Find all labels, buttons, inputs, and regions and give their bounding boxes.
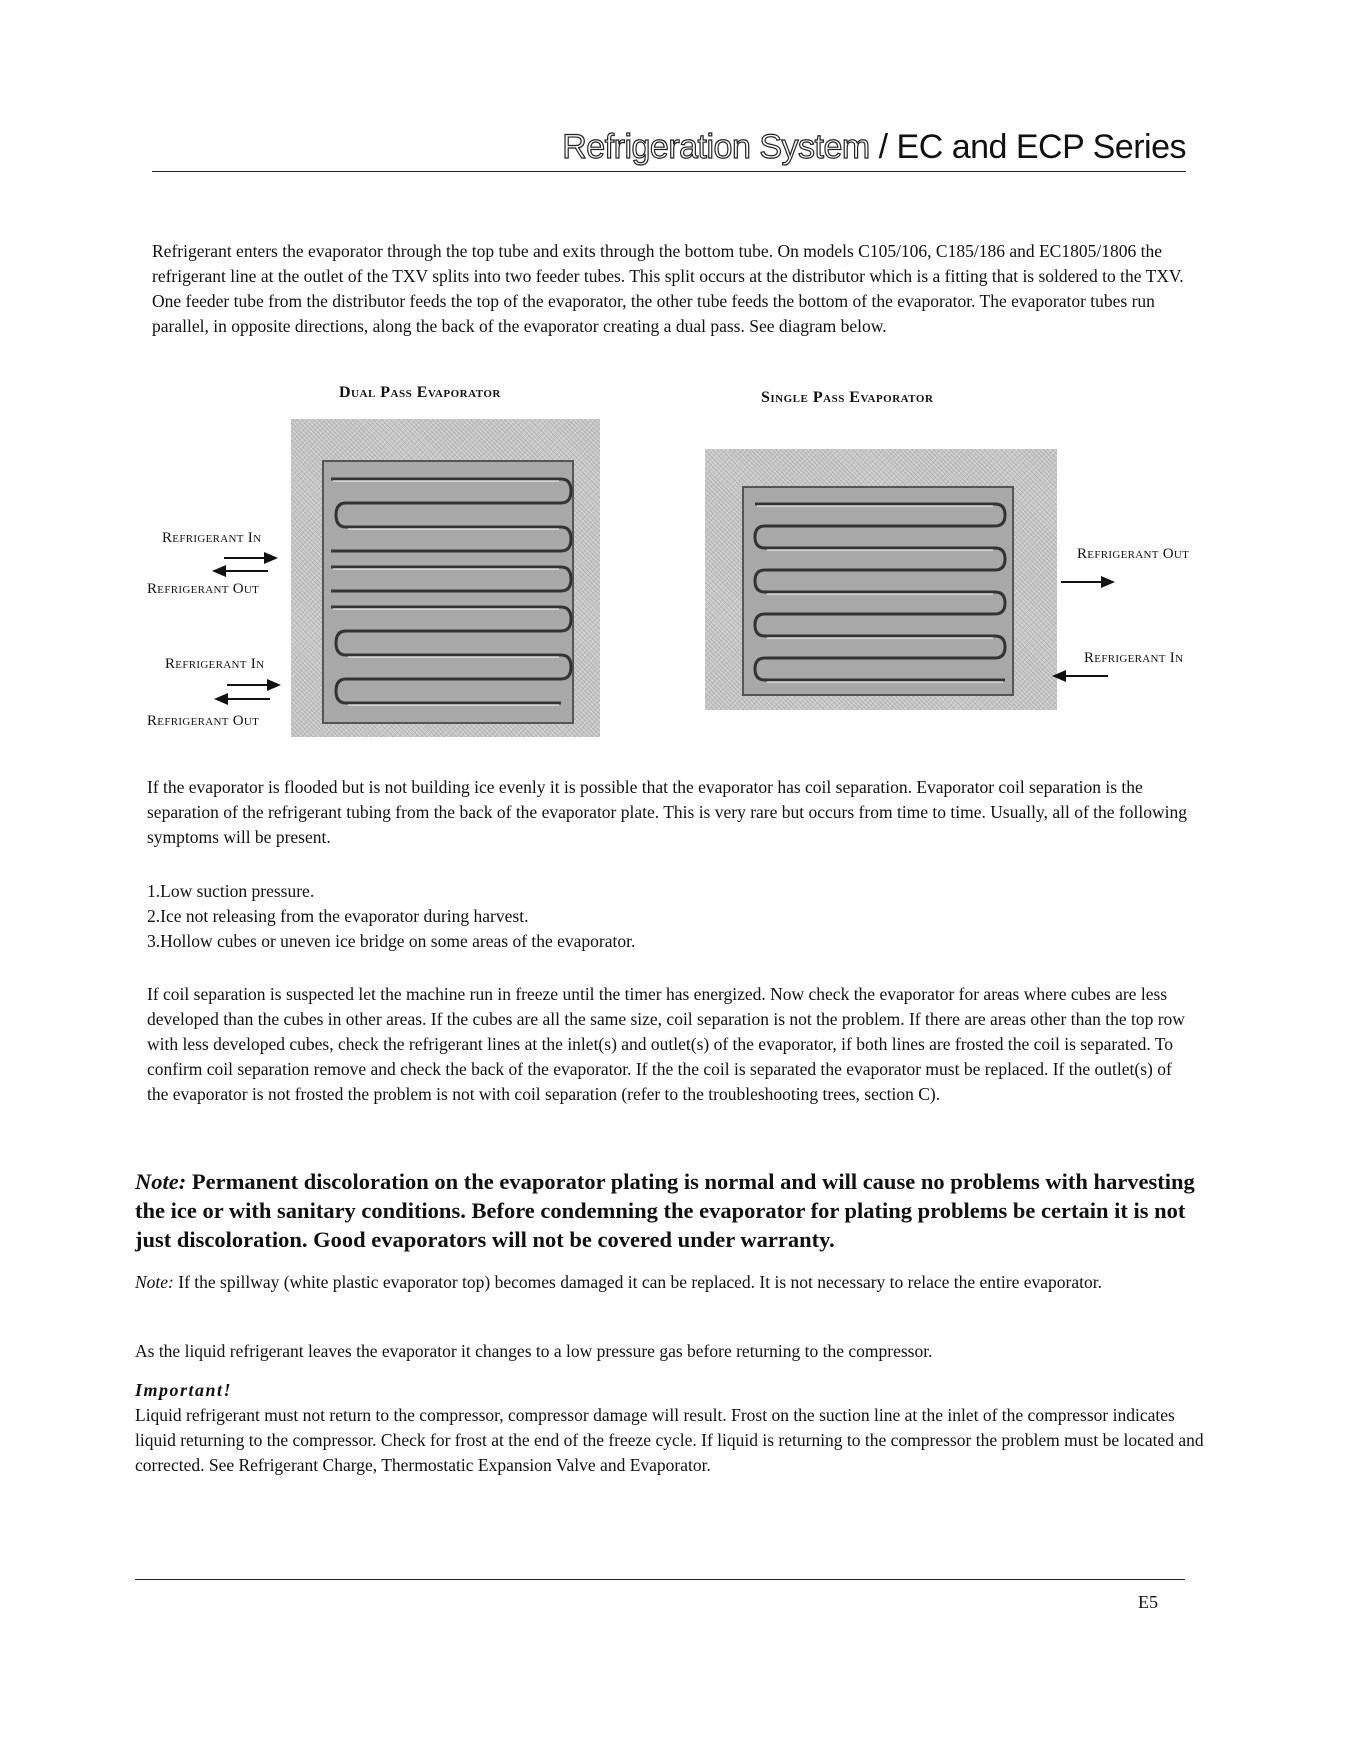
dual-pass-title: Dual Pass Evaporator <box>339 384 501 401</box>
list-item: 3.Hollow cubes or uneven ice bridge on some areas of the evaporator. <box>147 931 636 951</box>
list-item: 2.Ice not releasing from the evaporator during harvest. <box>147 906 529 926</box>
arrow-left-icon <box>218 698 270 700</box>
important-heading: Important! <box>135 1380 233 1400</box>
dual-label-refrigerant-in-bottom: Refrigerant In <box>165 656 265 672</box>
important-paragraph: Liquid refrigerant must not return to the compressor, compressor damage will result. Frost on the suction line at the inlet of the compressor indicates liquid returning to the compressor. Check for frost at the end of the freeze cycle. If liquid is returning to the compressor the problem must be located and corrected. See Refrigerant Charge, Thermostatic Expansion Valve and Evaporator. <box>135 1405 1204 1475</box>
spillway-note <box>135 1270 1195 1295</box>
coil-separation-paragraph: If the evaporator is flooded but is not building ice evenly it is possible that the evaporator has coil separation. Evaporator coil separation is the separation of the refrigerant tubing from the back of the evaporator plate. This is very rare but occurs from time to time. Usually, all of the following symptoms will be present. <box>147 777 1187 847</box>
note-label: Note: <box>135 1169 187 1194</box>
symptoms-list <box>147 879 1147 954</box>
arrow-left-icon <box>1056 675 1108 677</box>
liquid-refrigerant-paragraph: As the liquid refrigerant leaves the evaporator it changes to a low pressure gas before returning to the compressor. <box>135 1341 933 1361</box>
single-pass-evaporator-photo <box>705 449 1057 710</box>
dual-pass-evaporator-photo <box>291 419 600 737</box>
note-text: If the spillway (white plastic evaporator top) becomes damaged it can be replaced. It is not necessary to relace the entire evaporator. <box>173 1272 1102 1292</box>
single-label-refrigerant-out: Refrigerant Out <box>1077 546 1190 562</box>
single-label-refrigerant-in: Refrigerant In <box>1084 650 1184 666</box>
arrow-right-icon <box>224 557 274 559</box>
note-text: Permanent discoloration on the evaporator plating is normal and will cause no problems with harvesting the ice or with sanitary conditions. Before condemning the evaporator for plating problems be certain it is not just discoloration. Good evaporators will not be covered under warranty. <box>135 1169 1195 1252</box>
page-number: E5 <box>1138 1592 1158 1612</box>
dual-label-refrigerant-out-top: Refrigerant Out <box>147 581 260 597</box>
arrow-right-icon <box>227 684 277 686</box>
header-title-outline: Refrigeration System <box>562 128 870 166</box>
single-pass-title: Single Pass Evaporator <box>761 389 934 406</box>
arrow-left-icon <box>216 570 268 572</box>
header-title-series: / EC and ECP Series <box>869 128 1186 166</box>
header-rule <box>152 171 1186 172</box>
arrow-right-icon <box>1061 581 1111 583</box>
note-label: Note: <box>135 1272 174 1292</box>
page-header-title <box>562 128 1186 167</box>
footer-rule <box>135 1579 1185 1580</box>
intro-paragraph: Refrigerant enters the evaporator through the top tube and exits through the bottom tube. On models C105/106, C185/186 and EC1805/1806 the refrigerant line at the outlet of the TXV splits into two feeder tubes. This split occurs at the distributor which is a fitting that is soldered to the TXV. One feeder tube from the distributor feeds the top of the evaporator, the other tube feeds the bottom of the evaporator. The evaporator tubes run parallel, in opposite directions, along the back of the evaporator creating a dual pass. See diagram below. <box>152 241 1184 336</box>
discoloration-note <box>135 1167 1205 1254</box>
list-item: 1.Low suction pressure. <box>147 881 315 901</box>
dual-label-refrigerant-out-bottom: Refrigerant Out <box>147 713 260 729</box>
dual-label-refrigerant-in-top: Refrigerant In <box>162 530 262 546</box>
suspected-paragraph: If coil separation is suspected let the machine run in freeze until the timer has energized. Now check the evaporator for areas where cubes are less developed than the cubes in other areas. If the cubes are all the same size, coil separation is not the problem. If there are areas other than the top row with less developed cubes, check the refrigerant lines at the inlet(s) and outlet(s) of the evaporator, if both lines are frosted the coil is separated. To confirm coil separation remove and check the back of the evaporator. If the the coil is separated the evaporator must be replaced. If the outlet(s) of the evaporator is not frosted the problem is not with coil separation (refer to the troubleshooting trees, section C). <box>147 984 1185 1104</box>
